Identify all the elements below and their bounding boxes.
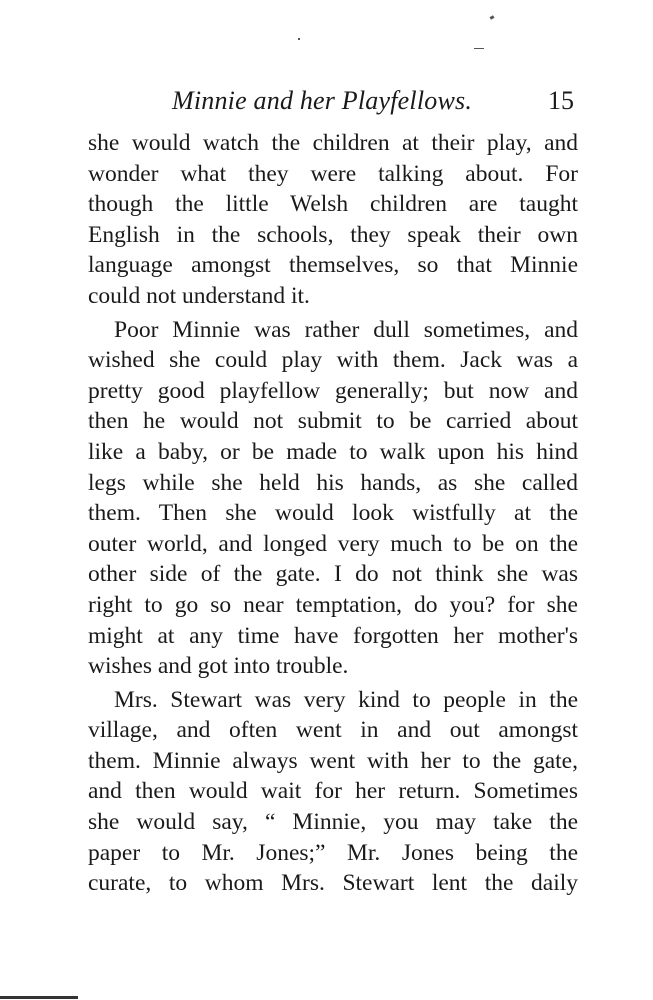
text-line: other side of the gate. I do not think she was	[88, 561, 578, 588]
text-line: paper to Mr. Jones;” Mr. Jones being the	[88, 839, 578, 866]
text-line: might at any time have forgotten her mother's	[88, 622, 578, 649]
page-speck	[490, 15, 495, 20]
text-line: could not understand it.	[88, 282, 310, 309]
paragraph	[88, 128, 578, 312]
page-edge-rule	[0, 996, 78, 999]
text-line: Mrs. Stewart was very kind to people in the	[114, 686, 578, 713]
text-line: them. Minnie always went with her to the gate,	[88, 747, 578, 774]
text-line: pretty good playfellow generally; but now and	[88, 377, 578, 404]
page-number: 15	[548, 86, 574, 115]
text-line: language amongst themselves, so that Minnie	[88, 252, 578, 279]
text-line: English in the schools, they speak their own	[88, 221, 578, 248]
page-speck	[474, 48, 484, 49]
text-line: wonder what they were talking about. For	[88, 160, 578, 187]
text-line: though the little Welsh children are taught	[88, 191, 578, 218]
text-line: then he would not submit to be carried about	[88, 408, 578, 435]
text-line: right to go so near temptation, do you? for she	[88, 591, 578, 618]
text-line: them. Then she would look wistfully at the	[88, 500, 578, 527]
running-title: Minnie and her Playfellows.	[172, 86, 473, 115]
text-line: she would say, “ Minnie, you may take the	[88, 809, 578, 836]
text-line: wishes and got into trouble.	[88, 653, 349, 680]
text-line: legs while she held his hands, as she called	[88, 469, 578, 496]
text-line: Poor Minnie was rather dull sometimes, and	[114, 316, 578, 343]
text-line: outer world, and longed very much to be on the	[88, 530, 578, 557]
text-line: curate, to whom Mrs. Stewart lent the daily	[88, 870, 578, 897]
text-line: like a baby, or be made to walk upon his hind	[88, 438, 578, 465]
body-text	[88, 128, 578, 899]
page-speck	[298, 38, 300, 40]
text-line: she would watch the children at their play, and	[88, 130, 578, 156]
text-line: village, and often went in and out amongst	[88, 717, 578, 744]
paragraph	[88, 685, 578, 899]
text-line: wished she could play with them. Jack was a	[88, 347, 578, 374]
page-header	[88, 86, 574, 126]
text-line: and then would wait for her return. Sometimes	[88, 778, 578, 805]
paragraph	[88, 315, 578, 682]
